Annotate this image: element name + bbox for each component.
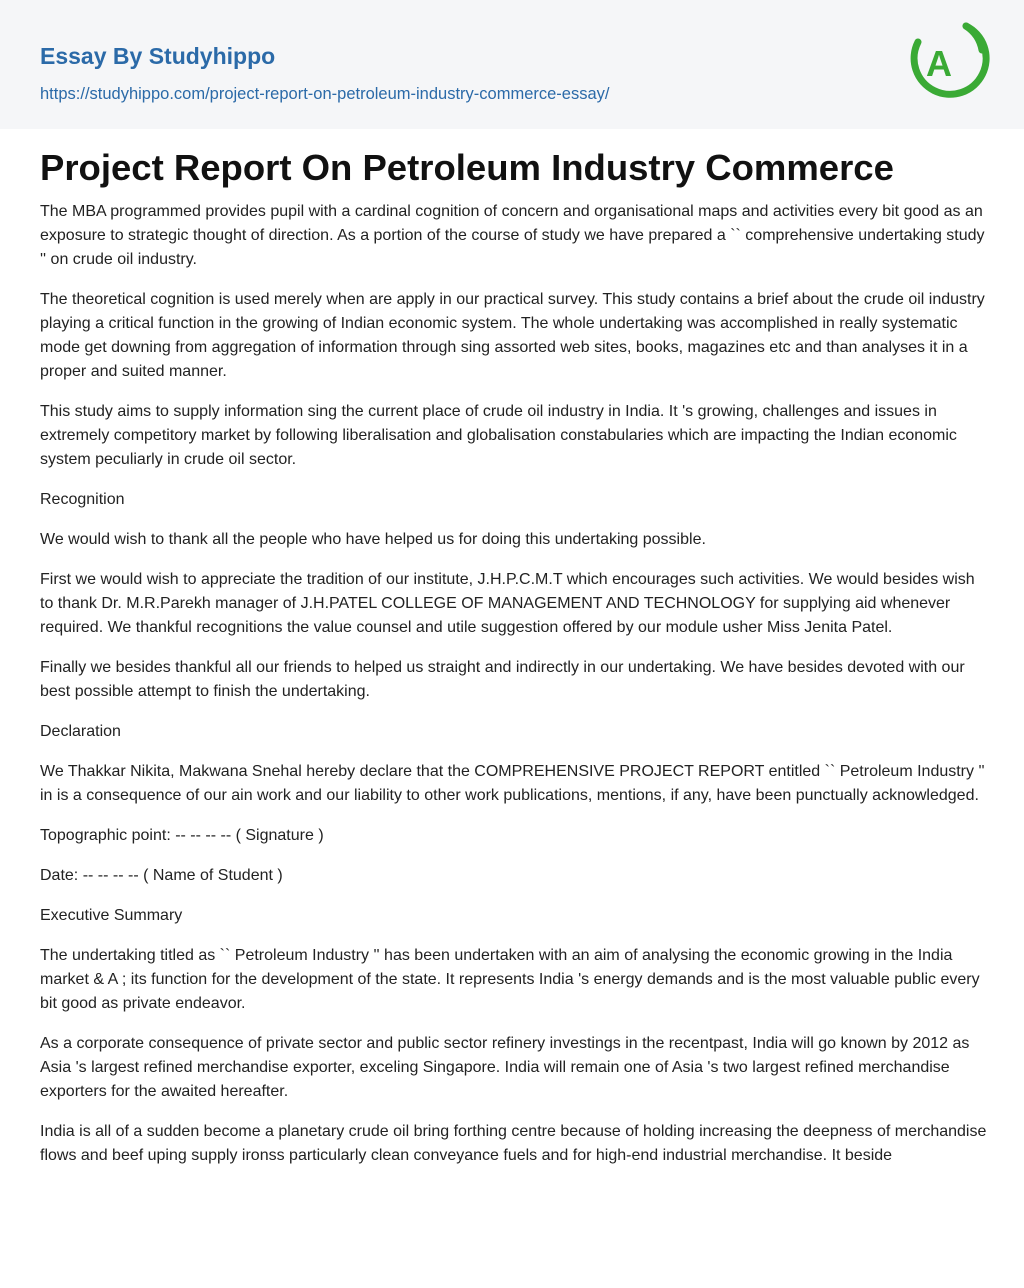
body-paragraph: Finally we besides thankful all our friends to helped us straight and indirectly in our undertaking. We have besides devoted with our best possible attempt to finish the undertaking. xyxy=(40,659,965,700)
document-body xyxy=(40,200,990,1184)
studyhippo-logo-icon[interactable] xyxy=(908,18,990,106)
date-line: Date: -- -- -- -- ( Name of Student ) xyxy=(40,867,283,884)
section-heading-executive-summary: Executive Summary xyxy=(40,907,183,924)
signature-line: Topographic point: -- -- -- -- ( Signature ) xyxy=(40,827,324,844)
section-heading-recognition: Recognition xyxy=(40,491,125,508)
section-heading-declaration: Declaration xyxy=(40,723,121,740)
body-paragraph: The MBA programmed provides pupil with a cardinal cognition of concern and organisational maps and activities every bit good as an exposure to strategic thought of direction. As a portion of the course of study we have prepared a `` comprehensive undertaking study '' on crude oil industry. xyxy=(40,203,985,268)
body-paragraph: India is all of a sudden become a planetary crude oil bring forthing centre because of holding increasing the deepness of merchandise flows and beef uping supply ironss particularly clean conveyance fuels and for high-end industrial merchandise. It beside xyxy=(40,1123,987,1164)
site-brand[interactable]: Essay By Studyhippo xyxy=(40,43,276,69)
source-url-link[interactable]: https://studyhippo.com/project-report-on-petroleum-industry-commerce-essay/ xyxy=(40,85,610,103)
logo-letter: A xyxy=(926,43,952,84)
body-paragraph: We Thakkar Nikita, Makwana Snehal hereby declare that the COMPREHENSIVE PROJECT REPORT entitled `` Petroleum Industry '' in is a consequence of our ain work and our liability to other work publications, mentions, if any, have been punctually acknowledged. xyxy=(40,763,985,804)
body-paragraph: First we would wish to appreciate the tradition of our institute, J.H.P.C.M.T which encourages such activities. We would besides wish to thank Dr. M.R.Parekh manager of J.H.PATEL COLLEGE OF MANAGEMENT AND TECHNOLOGY for supplying aid whenever required. We thankful recognitions the value counsel and utile suggestion offered by our module usher Miss Jenita Patel. xyxy=(40,571,975,636)
body-paragraph: The undertaking titled as `` Petroleum Industry '' has been undertaken with an aim of analysing the economic growing in the India market & A ; its function for the development of the state. It represents India 's energy demands and is the most valuable public every bit good as private endeavor. xyxy=(40,947,980,1012)
body-paragraph: We would wish to thank all the people who have helped us for doing this undertaking possible. xyxy=(40,531,706,548)
body-paragraph: This study aims to supply information sing the current place of crude oil industry in India. It 's growing, challenges and issues in extremely competitory market by following liberalisation and globalisation constabularies which are impacting the Indian economic system peculiarly in crude oil sector. xyxy=(40,403,957,468)
site-header xyxy=(0,0,1024,129)
body-paragraph: The theoretical cognition is used merely when are apply in our practical survey. This study contains a brief about the crude oil industry playing a critical function in the growing of Indian economic system. The whole undertaking was accomplished in really systematic mode get downing from aggregation of information through sing assorted web sites, books, magazines etc and than analyses it in a proper and suited manner. xyxy=(40,291,985,380)
body-paragraph: As a corporate consequence of private sector and public sector refinery investings in the recentpast, India will go known by 2012 as Asia 's largest refined merchandise exporter, exceling Singapore. India will remain one of Asia 's two largest refined merchandise exporters for the awaited hereafter. xyxy=(40,1035,970,1100)
document-title: Project Report On Petroleum Industry Commerce xyxy=(40,147,894,188)
